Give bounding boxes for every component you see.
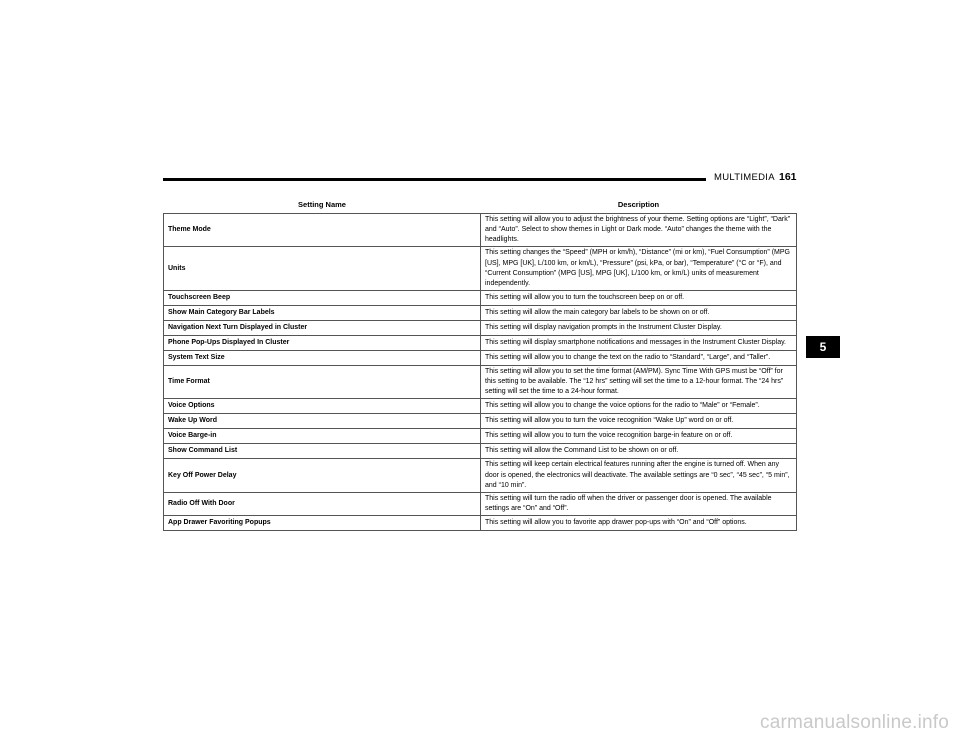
column-header-setting-name: Setting Name (164, 197, 481, 214)
setting-name: Touchscreen Beep (164, 290, 481, 305)
setting-name: Show Main Category Bar Labels (164, 305, 481, 320)
chapter-tab: 5 (806, 336, 840, 358)
setting-name: Phone Pop-Ups Displayed In Cluster (164, 335, 481, 350)
setting-name: Show Command List (164, 444, 481, 459)
table-row (164, 365, 797, 398)
table-row (164, 290, 797, 305)
setting-name: System Text Size (164, 350, 481, 365)
table-row (164, 459, 797, 492)
header-rule (163, 178, 706, 181)
setting-description: This setting will display smartphone notifications and messages in the Instrument Cluster Display. (481, 335, 797, 350)
table-row (164, 444, 797, 459)
setting-name: App Drawer Favoriting Popups (164, 516, 481, 531)
setting-description: This setting will allow you to change the voice options for the radio to “Male” or “Female”. (481, 399, 797, 414)
setting-description: This setting will keep certain electrical features running after the engine is turned off. When any door is opened, the electronics will deactivate. The available settings are “0 sec”, “45 sec”, “5 min”, and “10 min”. (481, 459, 797, 492)
setting-description: This setting will allow you to adjust the brightness of your theme. Setting options are “Light”, “Dark” and “Auto”. Select to show themes in Light or Dark mode. “Auto” changes the theme with the headlights. (481, 214, 797, 247)
section-title: MULTIMEDIA (714, 172, 775, 183)
setting-description: This setting will turn the radio off when the driver or passenger door is opened. The available settings are “On” and “Off”. (481, 492, 797, 515)
setting-description: This setting will allow you to turn the voice recognition barge-in feature on or off. (481, 429, 797, 444)
setting-description: This setting will display navigation prompts in the Instrument Cluster Display. (481, 320, 797, 335)
column-header-description: Description (481, 197, 797, 214)
setting-name: Key Off Power Delay (164, 459, 481, 492)
setting-name: Navigation Next Turn Displayed in Cluster (164, 320, 481, 335)
setting-description: This setting will allow the main category bar labels to be shown on or off. (481, 305, 797, 320)
table-row (164, 320, 797, 335)
setting-name: Voice Barge-in (164, 429, 481, 444)
setting-description: This setting will allow you to change the text on the radio to “Standard”, “Large”, and “Taller”. (481, 350, 797, 365)
setting-description: This setting will allow you to turn the touchscreen beep on or off. (481, 290, 797, 305)
table-row (164, 305, 797, 320)
setting-name: Voice Options (164, 399, 481, 414)
setting-name: Wake Up Word (164, 414, 481, 429)
page-number: 161 (779, 171, 797, 183)
table-row (164, 335, 797, 350)
settings-table (163, 197, 797, 531)
setting-description: This setting will allow you to turn the voice recognition “Wake Up” word on or off. (481, 414, 797, 429)
setting-name: Radio Off With Door (164, 492, 481, 515)
table-header-row (164, 197, 797, 214)
table-row (164, 214, 797, 247)
setting-name: Theme Mode (164, 214, 481, 247)
table-row (164, 350, 797, 365)
setting-description: This setting will allow you to set the time format (AM/PM). Sync Time With GPS must be “Off” for this setting to be available. The “12 hrs” setting will set the time to a 12-hour format. The “24 hrs” setting will set the time to a 24-hour format. (481, 365, 797, 398)
table-row (164, 247, 797, 291)
table-row (164, 429, 797, 444)
setting-description: This setting changes the “Speed” (MPH or km/h), “Distance” (mi or km), “Fuel Consumption” (MPG [US], MPG [UK], L/100 km, or km/L), “Pressure” (psi, kPa, or bar), “Temperature” (°C or °F), and “Current Consumption” (MPG [US], MPG [UK], L/100 km, or km/L) units of measurement independently. (481, 247, 797, 291)
table-row (164, 516, 797, 531)
table-row (164, 492, 797, 515)
table-row (164, 414, 797, 429)
setting-name: Time Format (164, 365, 481, 398)
table-row (164, 399, 797, 414)
setting-name: Units (164, 247, 481, 291)
setting-description: This setting will allow the Command List to be shown on or off. (481, 444, 797, 459)
setting-description: This setting will allow you to favorite app drawer pop-ups with “On” and “Off” options. (481, 516, 797, 531)
watermark: carmanualsonline.info (760, 712, 950, 733)
